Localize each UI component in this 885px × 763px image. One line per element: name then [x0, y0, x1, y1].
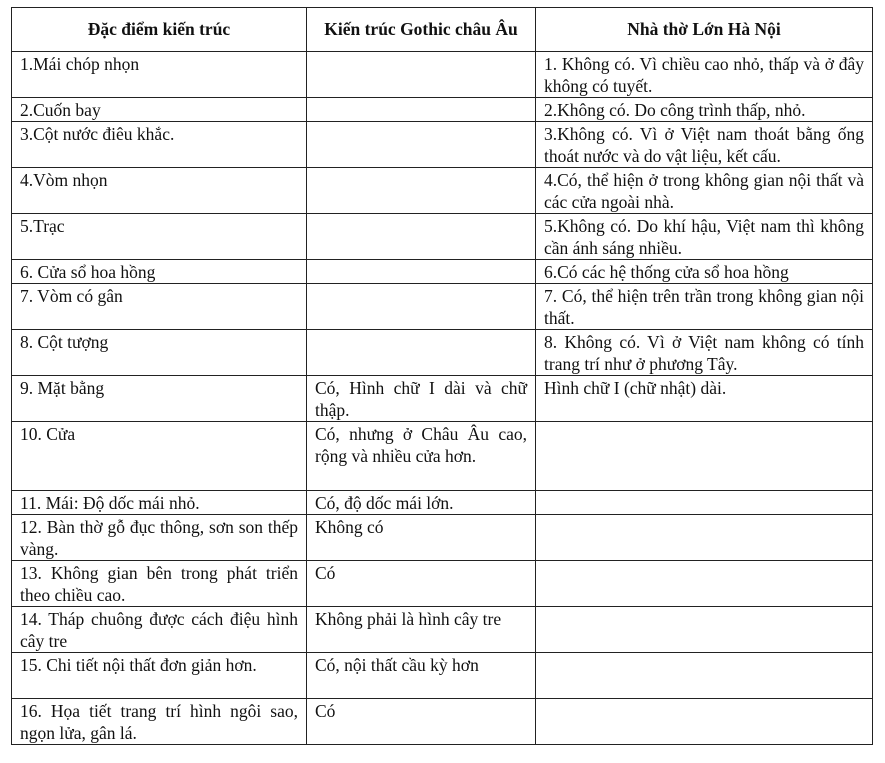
gothic-cell: Không có: [307, 515, 536, 561]
gothic-cell: Có, nội thất cầu kỳ hơn: [307, 653, 536, 699]
table-body: [12, 52, 873, 745]
hanoi-cell: [536, 653, 873, 699]
comparison-table: [11, 7, 873, 745]
table-row: [12, 98, 873, 122]
hanoi-cell: 4.Có, thể hiện ở trong không gian nội thất và các cửa ngoài nhà.: [536, 168, 873, 214]
table-row: [12, 260, 873, 284]
hanoi-cell: [536, 515, 873, 561]
hanoi-cell: [536, 491, 873, 515]
gothic-cell: Có, nhưng ở Châu Âu cao, rộng và nhiều cửa hơn.: [307, 422, 536, 491]
hanoi-cell: [536, 607, 873, 653]
table-row: [12, 214, 873, 260]
feature-cell: 16. Họa tiết trang trí hình ngôi sao, ngọn lửa, gân lá.: [12, 699, 307, 745]
gothic-cell: [307, 214, 536, 260]
feature-cell: 1.Mái chóp nhọn: [12, 52, 307, 98]
hanoi-cell: 2.Không có. Do công trình thấp, nhỏ.: [536, 98, 873, 122]
header-row: [12, 8, 873, 52]
feature-cell: 6. Cửa sổ hoa hồng: [12, 260, 307, 284]
header-feature: Đặc điểm kiến trúc: [12, 8, 307, 52]
table-row: [12, 376, 873, 422]
feature-cell: 13. Không gian bên trong phát triển theo chiều cao.: [12, 561, 307, 607]
hanoi-cell: 6.Có các hệ thống cửa sổ hoa hồng: [536, 260, 873, 284]
hanoi-cell: 1. Không có. Vì chiều cao nhỏ, thấp và ở đây không có tuyết.: [536, 52, 873, 98]
hanoi-cell: 5.Không có. Do khí hậu, Việt nam thì không cần ánh sáng nhiều.: [536, 214, 873, 260]
table-row: [12, 607, 873, 653]
feature-cell: 8. Cột tượng: [12, 330, 307, 376]
gothic-cell: [307, 284, 536, 330]
table-row: [12, 561, 873, 607]
feature-cell: 2.Cuốn bay: [12, 98, 307, 122]
hanoi-cell: 3.Không có. Vì ở Việt nam thoát bằng ống thoát nước và do vật liệu, kết cấu.: [536, 122, 873, 168]
header-hanoi: Nhà thờ Lớn Hà Nội: [536, 8, 873, 52]
gothic-cell: [307, 260, 536, 284]
hanoi-cell: [536, 422, 873, 491]
feature-cell: 5.Trạc: [12, 214, 307, 260]
gothic-cell: [307, 52, 536, 98]
feature-cell: 3.Cột nước điêu khắc.: [12, 122, 307, 168]
table-row: [12, 422, 873, 491]
table-row: [12, 491, 873, 515]
feature-cell: 15. Chi tiết nội thất đơn giản hơn.: [12, 653, 307, 699]
header-gothic: Kiến trúc Gothic châu Âu: [307, 8, 536, 52]
gothic-cell: Có: [307, 561, 536, 607]
gothic-cell: [307, 122, 536, 168]
feature-cell: 10. Cửa: [12, 422, 307, 491]
gothic-cell: Không phải là hình cây tre: [307, 607, 536, 653]
feature-cell: 7. Vòm có gân: [12, 284, 307, 330]
gothic-cell: [307, 168, 536, 214]
table-row: [12, 122, 873, 168]
feature-cell: 14. Tháp chuông được cách điệu hình cây tre: [12, 607, 307, 653]
gothic-cell: Có, độ dốc mái lớn.: [307, 491, 536, 515]
table-row: [12, 699, 873, 745]
gothic-cell: Có, Hình chữ I dài và chữ thập.: [307, 376, 536, 422]
table-row: [12, 284, 873, 330]
feature-cell: 12. Bàn thờ gỗ đục thông, sơn son thếp vàng.: [12, 515, 307, 561]
table-row: [12, 330, 873, 376]
hanoi-cell: [536, 561, 873, 607]
gothic-cell: [307, 98, 536, 122]
feature-cell: 9. Mặt bằng: [12, 376, 307, 422]
table-row: [12, 515, 873, 561]
hanoi-cell: Hình chữ I (chữ nhật) dài.: [536, 376, 873, 422]
hanoi-cell: 7. Có, thể hiện trên trần trong không gian nội thất.: [536, 284, 873, 330]
gothic-cell: [307, 330, 536, 376]
hanoi-cell: [536, 699, 873, 745]
feature-cell: 4.Vòm nhọn: [12, 168, 307, 214]
feature-cell: 11. Mái: Độ dốc mái nhỏ.: [12, 491, 307, 515]
table-row: [12, 653, 873, 699]
gothic-cell: Có: [307, 699, 536, 745]
table-row: [12, 52, 873, 98]
hanoi-cell: 8. Không có. Vì ở Việt nam không có tính trang trí như ở phương Tây.: [536, 330, 873, 376]
table-row: [12, 168, 873, 214]
